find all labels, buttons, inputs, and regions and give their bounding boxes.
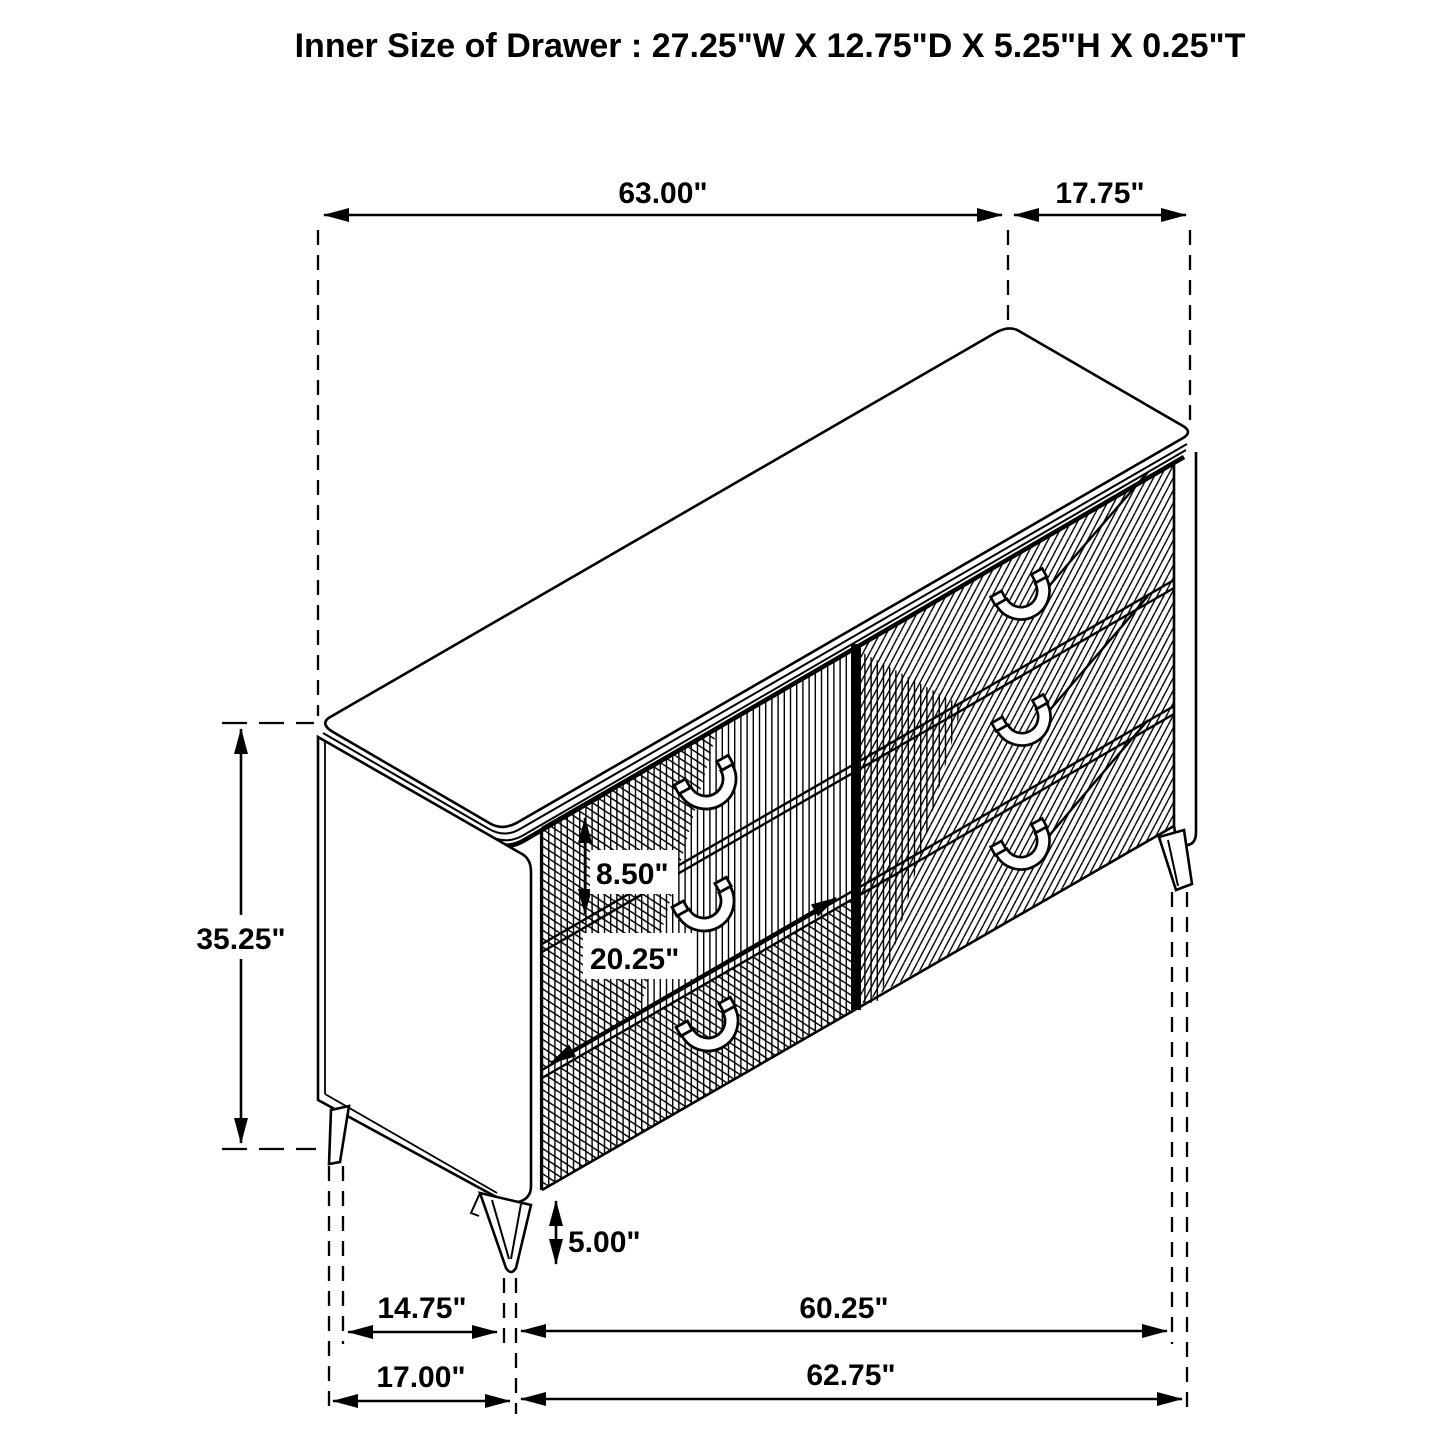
dimension-label-top-length: 63.00" <box>618 177 708 210</box>
dimension-base-leg-depth-span <box>348 1292 497 1332</box>
dresser-drawing <box>318 328 1196 1272</box>
dimension-label-base-overall-length: 62.75" <box>806 1359 896 1392</box>
leg-front-left <box>480 1193 531 1272</box>
dimension-label-overall-height: 35.25" <box>196 923 286 956</box>
dimension-label-drawer-depth: 20.25" <box>590 943 680 976</box>
dimension-top-depth <box>1014 177 1186 215</box>
dimension-base-overall-length <box>521 1359 1182 1399</box>
dimension-label-base-leg-length-span: 60.25" <box>799 1292 889 1325</box>
dimension-overall-height <box>190 729 293 1143</box>
dimension-label-top-depth: 17.75" <box>1055 177 1145 210</box>
dimension-leg-height <box>556 1201 641 1264</box>
dimension-label-leg-height: 5.00" <box>568 1226 641 1259</box>
dimension-label-drawer-face-height: 8.50" <box>596 858 669 891</box>
dimension-label-base-overall-depth: 17.00" <box>376 1361 466 1394</box>
dimension-top-length <box>324 177 1002 215</box>
dimension-base-overall-depth <box>333 1361 510 1401</box>
diagram-title: Inner Size of Drawer : 27.25"W X 12.75"D X 5.25"H X 0.25"T <box>294 27 1246 65</box>
leg-front-right <box>1159 830 1192 890</box>
dimension-base-leg-length-span <box>521 1292 1167 1331</box>
leg-back-left <box>329 1106 349 1164</box>
dimension-label-base-leg-depth-span: 14.75" <box>377 1292 467 1325</box>
